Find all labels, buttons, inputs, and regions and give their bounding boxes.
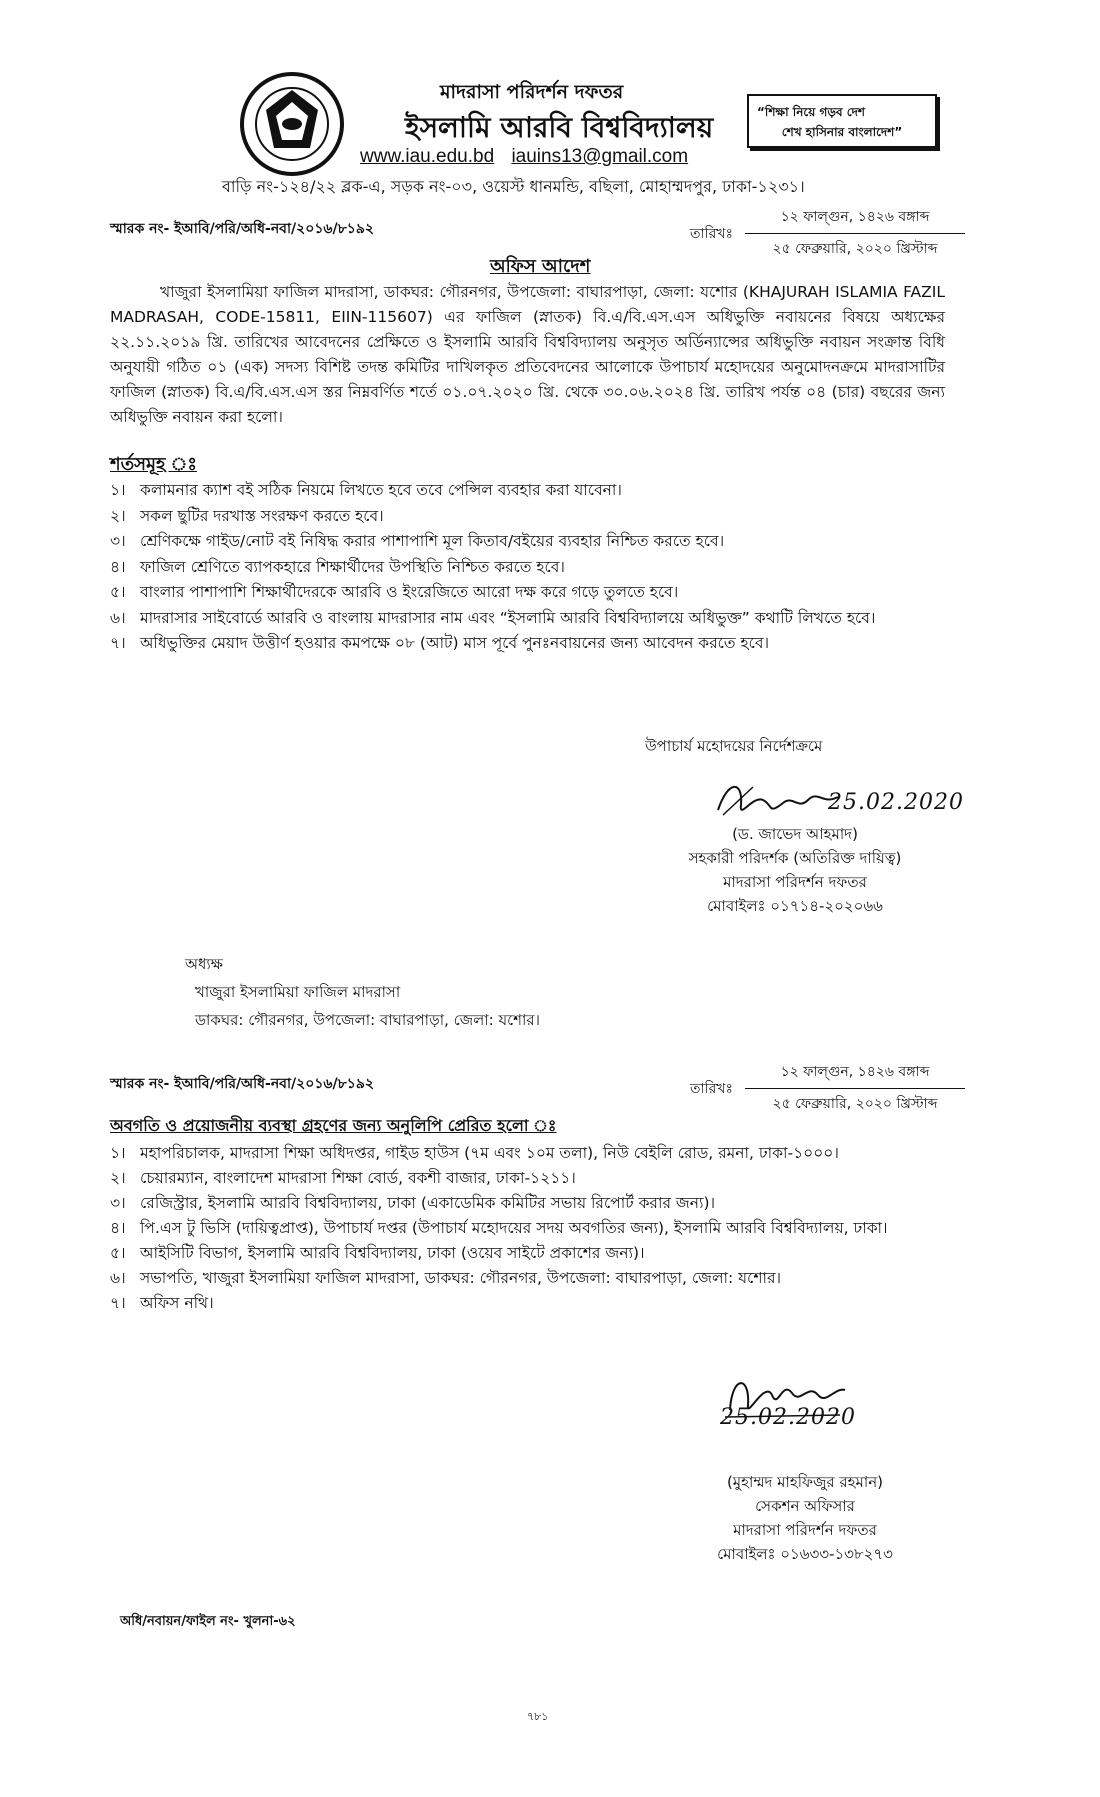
email-link[interactable]: iauins13@gmail.com: [511, 146, 689, 167]
list-item: ৩। শ্রেণিকক্ষে গাইড/নোট বই নিষিদ্ধ করার পাশাপাশি মূল কিতাব/বইয়ের ব্যবহার নিশ্চিত করতে হবে।: [110, 532, 725, 550]
date-english-2: ২৫ ফেব্রুয়ারি, ২০২০ খ্রিস্টাব্দ: [772, 1096, 938, 1112]
slogan-box: [747, 94, 937, 148]
date-bangla: ১২ ফাল্গুন, ১৪২৬ বঙ্গাব্দ: [745, 205, 965, 234]
conditions-heading: শর্তসমূহ ঃ: [110, 454, 197, 475]
date-label-2: তারিখঃ: [690, 1081, 733, 1097]
list-item: ৪। পি.এস টু ভিসি (দায়িত্বপ্রাপ্ত), উপাচার্য দপ্তর (উপাচার্য মহোদয়ের সদয় অবগতির জন্য), ইসলামি আরবি বিশ্ববিদ্যালয়, ঢাকা।: [110, 1219, 888, 1237]
signatory-1-mobile: মোবাইলঃ ০১৭১৪-২০২০৬৬: [707, 897, 883, 915]
office-name: মাদরাসা পরিদর্শন দফতর: [440, 81, 624, 103]
list-item: ৫। আইসিটি বিভাগ, ইসলামি আরবি বিশ্ববিদ্যালয়, ঢাকা (ওয়েব সাইটে প্রকাশের জন্য)।: [110, 1244, 645, 1262]
signature-1-date: 25.02.2020: [828, 790, 964, 815]
list-item: ৬। মাদরাসার সাইবোর্ডে আরবি ও বাংলায় মাদরাসার নাম এবং “ইসলামি আরবি বিশ্ববিদ্যালয়ে অধিভুক্ত” কথাটি লিখতে হবে।: [110, 608, 876, 627]
addressee-title: অধ্যক্ষ: [185, 955, 223, 973]
copy-to-heading: অবগতি ও প্রয়োজনীয় ব্যবস্থা গ্রহণের জন্য অনুলিপি প্রেরিত হলো ঃ: [110, 1116, 557, 1135]
file-number: অধি/নবায়ন/ফাইল নং- খুলনা-৬২: [120, 1614, 296, 1629]
signatory-2-name: (মুহাম্মদ মাহফিজুর রহমান): [726, 1473, 884, 1491]
list-item: ৭। অফিস নথি।: [110, 1294, 214, 1312]
conditions-list: [110, 478, 950, 657]
university-logo-icon: [238, 70, 346, 178]
addressee-institution: খাজুরা ইসলামিয়া ফাজিল মাদরাসা: [195, 983, 401, 1001]
signature-2-date: 25.02.2020: [720, 1405, 856, 1430]
memo-number: স্মারক নং- ইআবি/পরি/অধি-নবা/২০১৬/৮১৯২: [110, 221, 375, 237]
date-block: [745, 205, 965, 261]
vc-instruction-note: উপাচার্য মহোদয়ের নির্দেশক্রমে: [645, 737, 823, 755]
list-item: ৪। ফাজিল শ্রেণিতে ব্যাপকহারে শিক্ষার্থীদের উপস্থিতি নিশ্চিত করতে হবে।: [110, 557, 565, 576]
date-bangla-2: ১২ ফাল্গুন, ১৪২৬ বঙ্গাব্দ: [745, 1060, 965, 1089]
list-item: ২। সকল ছুটির দরখাস্ত সংরক্ষণ করতে হবে।: [110, 506, 384, 525]
document-title: অফিস আদেশ: [490, 256, 591, 277]
order-body: খাজুরা ইসলামিয়া ফাজিল মাদরাসা, ডাকঘর: গৌরনগর, উপজেলা: বাঘারপাড়া, জেলা: যশোর (KHAJURAH ISLAMIA FAZIL MADRASAH, CODE-15811, EIIN-115607) এর ফাজিল (স্নাতক) বি.এ/বি.এস.এস অধিভুক্তি নবায়নের বিষয়ে অধ্যক্ষের ২২.১১.২০১৯ খ্রি. তারিখের আবেদনের প্রেক্ষিতে ও ইসলামি আরবি বিশ্ববিদ্যালয় অনুসৃত অর্ডিন্যান্সের অধিভুক্তি নবায়ন সংক্রান্ত বিধি অনুযায়ী গঠিত ০১ (এক) সদস্য বিশিষ্ট তদন্ত কমিটির দাখিলকৃত প্রতিবেদনের আলোকে উপাচার্য মহোদয়ের অনুমোদনক্রমে মাদরাসাটির ফাজিল (স্নাতক) বি.এ/বি.এস.এস স্তর নিম্নবর্ণিত শর্তে ০১.০৭.২০২০ খ্রি. থেকে ৩০.০৬.২০২৪ খ্রি. তারিখ পর্যন্ত ০৪ (চার) বছরের জন্য অধিভুক্তি নবায়ন করা হলো।: [110, 283, 945, 426]
signatory-2-designation: সেকশন অফিসার: [755, 1497, 855, 1515]
addressee-block: [185, 950, 540, 1034]
signatory-1-block: [660, 822, 930, 918]
signatory-1-designation: সহকারী পরিদর্শক (অতিরিক্ত দায়িত্ব): [688, 849, 902, 867]
memo-number-2: স্মারক নং- ইআবি/পরি/অধি-নবা/২০১৬/৮১৯২: [110, 1076, 375, 1092]
list-item: ৫। বাংলার পাশাপাশি শিক্ষার্থীদেরকে আরবি ও ইংরেজিতে আরো দক্ষ করে গড়ে তুলতে হবে।: [110, 583, 679, 601]
slogan-line-1: “শিক্ষা নিয়ে গড়ব দেশ: [757, 105, 866, 119]
date-label: তারিখঃ: [690, 226, 733, 242]
addressee-address: ডাকঘর: গৌরনগর, উপজেলা: বাঘারপাড়া, জেলা: যশোর।: [195, 1011, 540, 1029]
slogan-line-2: শেখ হাসিনার বাংলাদেশ”: [781, 125, 903, 139]
page-number: ৭৮১: [527, 1710, 549, 1723]
list-item: ৩। রেজিস্ট্রার, ইসলামি আরবি বিশ্ববিদ্যালয়, ঢাকা (একাডেমিক কমিটির সভায় রিপোর্ট করার জন্য)।: [110, 1194, 716, 1212]
website-link[interactable]: www.iau.edu.bd: [360, 146, 495, 167]
list-item: ৬। সভাপতি, খাজুরা ইসলামিয়া ফাজিল মাদরাসা, ডাকঘর: গৌরনগর, উপজেলা: বাঘারপাড়া, জেলা: যশোর।: [110, 1269, 782, 1287]
signature-1-icon: [713, 775, 843, 825]
date-block-2: [745, 1060, 965, 1116]
signatory-2-mobile: মোবাইলঃ ০১৬৩৩-১৩৮২৭৩: [717, 1545, 893, 1563]
copy-to-list: [110, 1141, 950, 1316]
university-name: ইসলামি আরবি বিশ্ববিদ্যালয়: [405, 111, 714, 144]
signatory-1-name: (ড. জাভেদ আহমাদ): [732, 825, 858, 843]
date-english: ২৫ ফেব্রুয়ারি, ২০২০ খ্রিস্টাব্দ: [772, 241, 938, 257]
signatory-2-block: [680, 1470, 930, 1566]
contact-line: [360, 146, 688, 168]
list-item: ৭। অধিভুক্তির মেয়াদ উত্তীর্ণ হওয়ার কমপক্ষে ০৮ (আট) মাস পূর্বে পুনঃনবায়নের জন্য আবেদন করতে হবে।: [110, 634, 769, 652]
list-item: ১। মহাপরিচালক, মাদরাসা শিক্ষা অধিদপ্তর, গাইড হাউস (৭ম এবং ১০ম তলা), নিউ বেইলি রোড, রমনা, ঢাকা-১০০০।: [110, 1144, 839, 1162]
list-item: ১। কলামনার ক্যাশ বই সঠিক নিয়মে লিখতে হবে তবে পেন্সিল ব্যবহার করা যাবেনা।: [110, 481, 622, 499]
signatory-1-office: মাদরাসা পরিদর্শন দফতর: [723, 873, 867, 891]
university-address: বাড়ি নং-১২৪/২২ ব্লক-এ, সড়ক নং-০৩, ওয়েস্ট ধানমন্ডি, বছিলা, মোহাম্মদপুর, ঢাকা-১২৩১।: [222, 177, 805, 196]
list-item: ২। চেয়ারম্যান, বাংলাদেশ মাদরাসা শিক্ষা বোর্ড, বকশী বাজার, ঢাকা-১২১১।: [110, 1169, 576, 1187]
signatory-2-office: মাদরাসা পরিদর্শন দফতর: [733, 1521, 877, 1539]
